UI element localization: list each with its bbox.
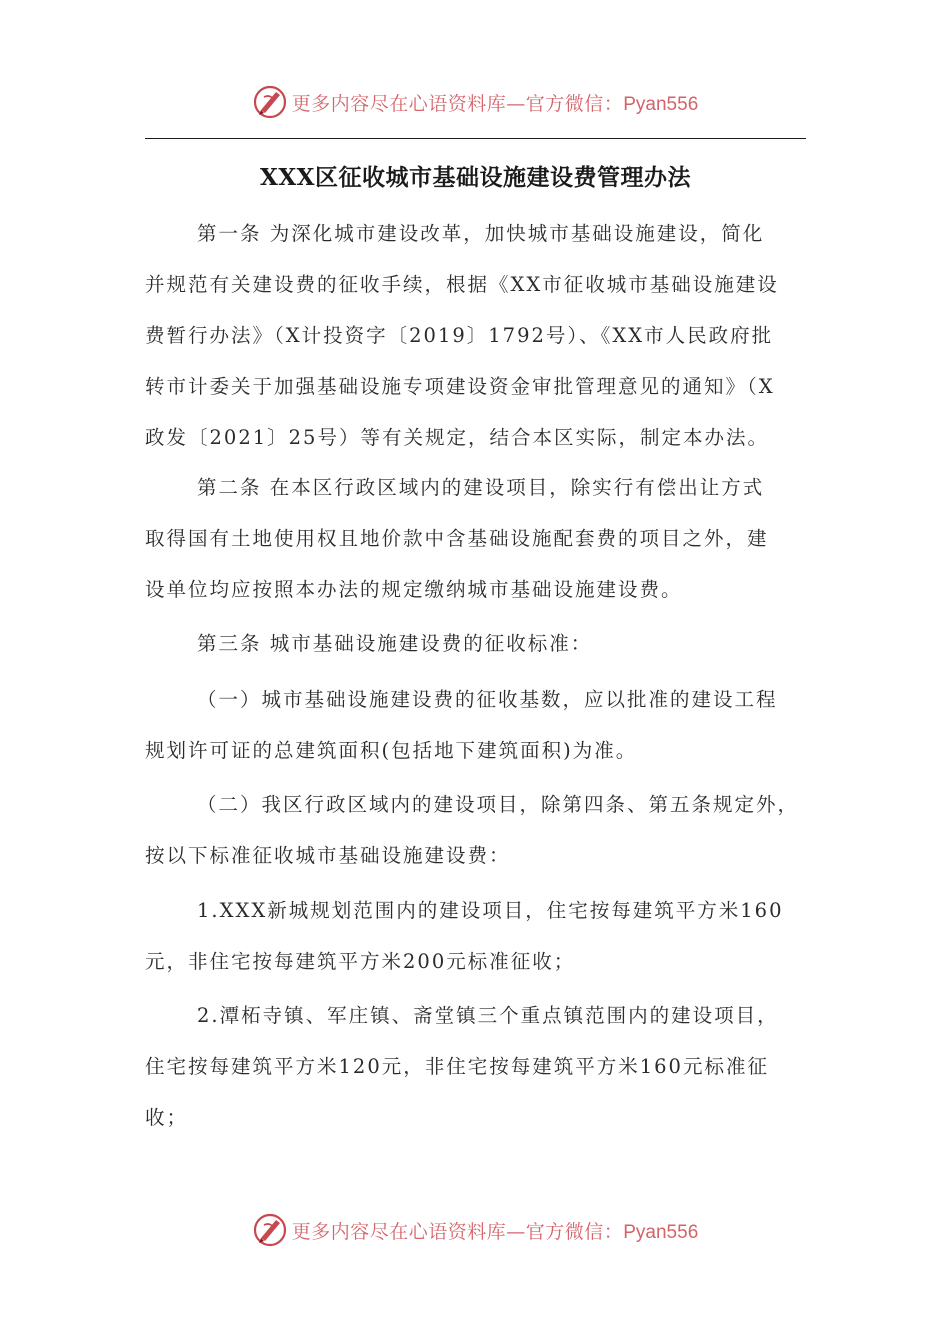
article-1-paragraph [145,208,811,463]
text-line: （一）城市基础设施建设费的征收基数，应以批准的建设工程 [197,688,778,711]
text-line: 费暂行办法》（X计投资字〔2019〕1792号）、《XX市人民政府批 [145,324,774,347]
header-banner-text: 更多内容尽在心语资料库—官方微信： [291,92,624,115]
sub-item-2-paragraph [145,990,811,1143]
text-line: 并规范有关建设费的征收手续，根据《XX市征收城市基础设施建设 [145,273,779,296]
text-line: 第三条 城市基础设施建设费的征收标准： [197,632,593,655]
article-2-paragraph [145,462,811,615]
text-line: 第二条 在本区行政区域内的建设项目，除实行有偿出让方式 [197,476,765,499]
text-line: 元，非住宅按每建筑平方米200元标准征收； [145,950,576,973]
header-banner [0,82,950,122]
pen-logo-icon [252,84,288,120]
sub-item-1-paragraph [145,885,811,987]
text-line: 取得国有土地使用权且地价款中含基础设施配套费的项目之外，建 [145,527,769,550]
text-line: 转市计委关于加强基础设施专项建设资金审批管理意见的通知》（X [145,375,775,398]
item-1-paragraph [145,674,811,776]
pen-logo-icon [252,1212,288,1248]
text-line: 收； [145,1106,189,1129]
footer-wechat-id: Pyan556 [623,1221,699,1243]
text-line: 第一条 为深化城市建设改革，加快城市基础设施建设，简化 [197,222,765,245]
text-line: 政发〔2021〕25号）等有关规定，结合本区实际，制定本办法。 [145,426,769,449]
footer-banner-text: 更多内容尽在心语资料库—官方微信： [291,1220,624,1243]
item-2-paragraph [145,779,811,881]
text-line: （二）我区行政区域内的建设项目，除第四条、第五条规定外， [197,793,800,816]
header-wechat-id: Pyan556 [623,93,699,115]
article-3-paragraph [145,618,811,669]
text-line: 设单位均应按照本办法的规定缴纳城市基础设施建设费。 [145,578,683,601]
document-title: XXX区征收城市基础设施建设费管理办法 [259,164,692,191]
text-line: 2.潭柘寺镇、军庄镇、斋堂镇三个重点镇范围内的建设项目， [197,1004,779,1027]
text-line: 规划许可证的总建筑面积(包括地下建筑面积)为准。 [145,739,638,762]
text-line: 按以下标准征收城市基础设施建设费： [145,844,511,867]
text-line: 住宅按每建筑平方米120元，非住宅按每建筑平方米160元标准征 [145,1055,769,1078]
footer-banner [0,1210,950,1250]
text-line: 1.XXX新城规划范围内的建设项目，住宅按每建筑平方米160 [197,899,784,922]
header-divider [145,138,806,139]
